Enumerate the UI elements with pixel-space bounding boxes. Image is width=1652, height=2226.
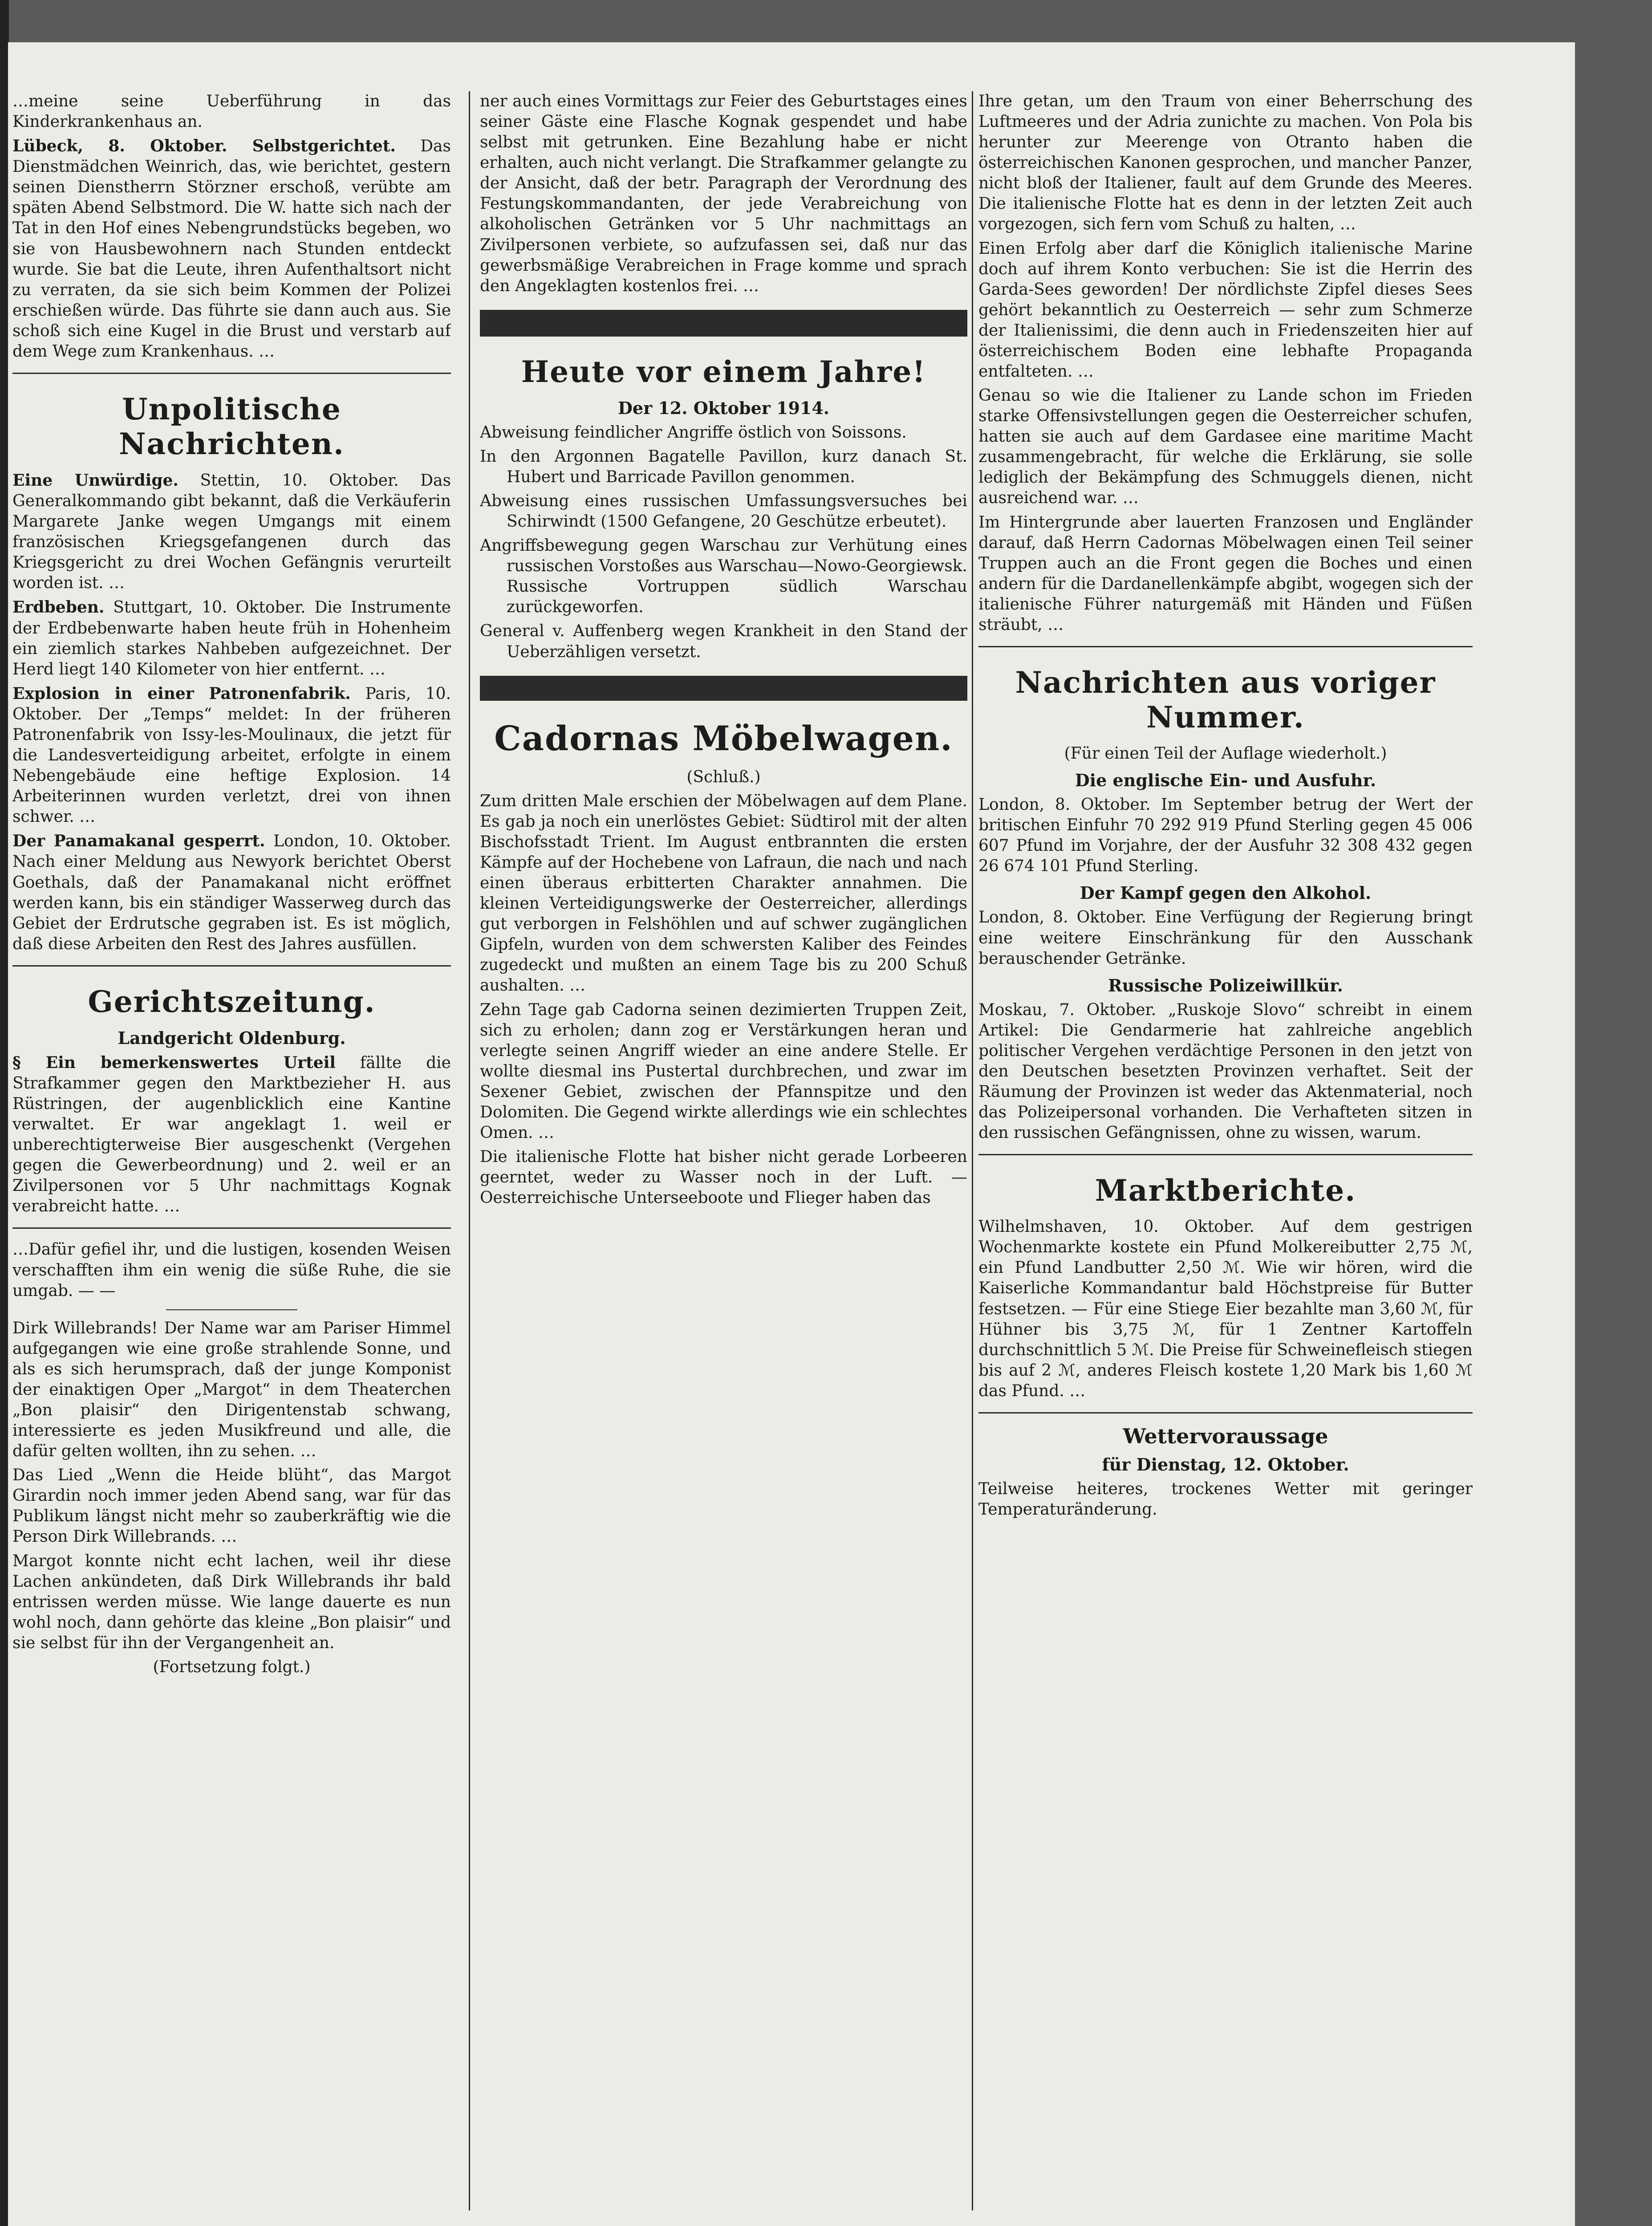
page-edge-shadow: [0, 0, 9, 2226]
cadorna-paragraph: Genau so wie die Italiener zu Lande schon im Frieden starke Offensivstellungen gegen die Oesterreicher schufen, hatten sie auch auf dem Gardasee eine maritime Macht zusammengebracht, für welche die Erklärung, sie solle lediglich der Bekämpfung des Schmuggels dienen, nicht ausreichend war. …: [978, 386, 1473, 508]
heute-item: Abweisung feindlicher Angriffe östlich von Soissons.: [480, 423, 907, 442]
cadorna-paragraph: Zehn Tage gab Cadorna seinen dezimierten Truppen Zeit, sich zu erholen; dann zog er Verstärkungen heran und verlegte seinen Angriff wieder an eine andere Stelle. Er wollte diesmal ins Pustertal durchbrechen, und zwar im Sexener Gebiet, zwischen der Pfannspitze und den Dolomiten. Die Gegend wirkte allerdings wie ein schlechtes Omen. …: [480, 1000, 967, 1142]
article-lead: Explosion in einer Patronenfabrik.: [12, 684, 351, 703]
article-lead: Eine Unwürdige.: [12, 471, 179, 490]
column-rule: [469, 91, 470, 2210]
nachrichten-subtitle: (Für einen Teil der Auflage wiederholt.): [1064, 744, 1387, 763]
newspaper-page: [8, 42, 1575, 2226]
heute-item: In den Argonnen Bagatelle Pavillon, kurz danach St. Hubert und Barricade Pavillon genommen.: [480, 447, 967, 486]
section-rule: [12, 965, 451, 967]
novel-paragraph: …Dafür gefiel ihr, und die lustigen, kosenden Weisen verschafften ihm ein wenig die süße Ruhe, die sie umgab. — —: [12, 1240, 451, 1300]
heute-item: Abweisung eines russischen Umfassungsversuches bei Schirwindt (1500 Gefangene, 20 Geschütze erbeutet).: [480, 492, 967, 531]
novel-paragraph: Das Lied „Wenn die Heide blüht“, das Margot Girardin noch immer jeden Abend sang, war für das Publikum längst nicht mehr so zauberkräftig wie die Person Dirk Willebrands. …: [12, 1466, 451, 1546]
article-text: Stettin, 10. Oktober. Das Generalkommando gibt bekannt, daß die Verkäuferin Margarete Janke wegen Umgangs mit einem französischen Kriegsgefangenen durch das Kriegsgericht zu drei Wochen Gefängnis verurteilt worden ist. …: [12, 471, 451, 593]
article-lead: Der Panamakanal gesperrt.: [12, 832, 265, 851]
black-bar: [480, 676, 967, 701]
heute-date: Der 12. Oktober 1914.: [617, 398, 830, 418]
cadorna-paragraph: Im Hintergrunde aber lauerten Franzosen und Engländer darauf, daß Herrn Cadornas Möbelwagen einen Teil seiner Truppen auch an die Front gegen die Boches und einen andern für die Dardanellenkämpfe abgibt, wogegen sich der italienische Führer naturgemäß mit Händen und Füßen sträubt, …: [978, 513, 1473, 634]
continued-note: (Fortsetzung folgt.): [153, 1657, 311, 1676]
black-bar: [480, 310, 967, 337]
article-einfuhr: London, 8. Oktober. Im September betrug der Wert der britischen Einfuhr 70 292 919 Pfund Sterling gegen 45 006 607 Pfund im Vorjahre, der der Ausfuhr 32 308 432 gegen 26 674 101 Pfund Sterling.: [978, 796, 1473, 876]
cadorna-paragraph: Die italienische Flotte hat bisher nicht gerade Lorbeeren geerntet, weder zu Wasser noch in der Luft. — Oesterreichische Unterseeboote und Flieger haben das: [480, 1148, 967, 1207]
article-erdbeben: [12, 597, 451, 679]
article-wetter: Teilweise heiteres, trockenes Wetter mit geringer Temperaturänderung.: [978, 1479, 1473, 1519]
cadorna-paragraph: Einen Erfolg aber darf die Königlich italienische Marine doch auf ihrem Konto verbuchen: Sie ist die Herrin des Garda-Sees geworden! Der nördlichste Zipfel dieses Sees gehört bekanntlich zu Oesterreich — sehr zum Schmerze der Italienissimi, die denn auch in Friedenszeiten hier auf österreichischem Boden eine lebhafte Propaganda entfalteten. …: [978, 239, 1473, 381]
article-markt: Wilhelmshaven, 10. Oktober. Auf dem gestrigen Wochenmarkte kostete ein Pfund Molkereibutter 2,75 ℳ, ein Pfund Landbutter 2,50 ℳ. Wie wir hören, wird die Kaiserliche Kommandantur bald Höchstpreise für Butter festsetzen. — Für eine Stiege Eier bezahlte man 3,60 ℳ, für Hühner bis 3,75 ℳ, für 1 Zentner Kartoffeln durchschnittlich 5 ℳ. Die Preise für Schweinefleisch stiegen bis auf 2 ℳ, anderes Fleisch kostete 1,20 Mark bis 1,60 ℳ das Pfund. …: [978, 1218, 1473, 1400]
column-rule: [972, 91, 973, 2210]
article-urteil: [12, 1052, 451, 1217]
article-panama: [12, 831, 451, 954]
article-text: fällte die Strafkammer gegen den Marktbezieher H. aus Rüstringen, der augenblicklich eine Kantine verwaltet. Er war angeklagt 1. weil er unberechtigterweise Bier ausgeschenkt (Vergehen gegen die Gewerbeordnung) und 2. weil er an Zivilpersonen vor 5 Uhr nachmittags Kognak verabreicht hatte. …: [12, 1053, 451, 1216]
heute-item: General v. Auffenberg wegen Krankheit in den Stand der Ueberzähligen versetzt.: [480, 622, 967, 661]
cadorna-subtitle: (Schluß.): [686, 768, 761, 786]
article-polizei: Moskau, 7. Oktober. „Ruskoje Slovo“ schreibt in einem Artikel: Die Gendarmerie hat zahlreiche angeblich politischer Vergehen verdächtige Personen in den jetzt von den Deutschen besetzten Provinzen verhaftet. Seit der Räumung der Provinzen ist weder das Aktenmaterial, noch das Polizeipersonal vorhanden. Die Verhafteten sitzen in den russischen Gefängnissen, ohne zu wissen, warum.: [978, 1000, 1473, 1142]
subheading-alkohol: Der Kampf gegen den Alkohol.: [1080, 883, 1372, 903]
article-text: Paris, 10. Oktober. Der „Temps“ meldet: In der früheren Patronenfabrik von Issy-les-Moulinaux, die jetzt für die Landesverteidigung arbeitet, erfolgte in einem Nebengebäude eine heftige Explosion. 14 Arbeiterinnen wurden verletzt, drei von ihnen schwer. …: [12, 684, 451, 826]
heading-marktberichte: Marktberichte.: [1095, 1173, 1356, 1208]
article-explosion: [12, 683, 451, 828]
subheading-polizei: Russische Polizeiwillkür.: [1108, 975, 1343, 995]
heading-wettervoraussage: Wettervoraussage: [1123, 1424, 1328, 1448]
article-alkohol: London, 8. Oktober. Eine Verfügung der Regierung bringt eine weitere Einschränkung für den Ausschank berauschender Getränke.: [978, 908, 1473, 968]
article-lead: § Ein bemerkenswertes Urteil: [12, 1053, 336, 1072]
short-divider: [166, 1309, 298, 1310]
article-text: London, 10. Oktober. Nach einer Meldung aus Newyork berichtet Oberst Goethals, daß der Panamakanal nicht eröffnet werden kann, bis ein ständiger Wasserweg durch das Gebiet der Erdrutsche gegraben ist. Es ist möglich, daß diese Arbeiten den Rest des Jahres ausfüllen.: [12, 832, 451, 953]
heading-cadornas-moebelwagen: Cadornas Möbelwagen.: [494, 718, 953, 758]
intro-fragment: …meine seine Ueberführung in das Kinderkrankenhaus an.: [12, 92, 451, 131]
subheading-landgericht: Landgericht Oldenburg.: [118, 1028, 346, 1048]
novel-paragraph: Dirk Willebrands! Der Name war am Pariser Himmel aufgegangen wie eine große strahlende Sonne, und als es sich herumsprach, daß der junge Komponist der einaktigen Oper „Margot“ in dem Theaterchen „Bon plaisir“ den Dirigentenstab schwang, interessierte es jeden Musikfreund und alle, die dafür gelten wollten, ihn zu sehen. …: [12, 1319, 451, 1461]
heading-nachrichten-voriger-nummer: Nachrichten aus voriger Nummer.: [1015, 665, 1436, 735]
section-rule: [978, 1412, 1473, 1414]
subheading-einfuhr: Die englische Ein- und Ausfuhr.: [1075, 770, 1376, 791]
heading-gerichtszeitung: Gerichtszeitung.: [88, 984, 376, 1019]
section-rule: [12, 1227, 451, 1229]
novel-paragraph: Margot konnte nicht echt lachen, weil ihr diese Lachen ankündeten, daß Dirk Willebrands ihr bald entrissen werden müsse. Wie lange dauerte es nun wohl noch, dann gehörte das kleine „Bon plaisir“ und sie selbst für ihn der Vergangenheit an.: [12, 1552, 451, 1652]
article-lead: Erdbeben.: [12, 598, 105, 617]
section-rule: [978, 646, 1473, 647]
article-text: Das Dienstmädchen Weinrich, das, wie berichtet, gestern seinen Dienstherrn Störzner erschoß, verübte am späten Abend Selbstmord. Die W. hatte sich nach der Tat in den Hof eines Nebengrundstücks begeben, wo sie von Hausbewohnern nach Stunden entdeckt wurde. Sie bat die Leute, ihren Aufenthaltsort nicht zu verraten, da sie sich beim Kommen der Polizei erschießen würde. Das führte sie dann auch aus. Sie schoß sich eine Kugel in die Brust und verstarb auf dem Wege zum Krankenhaus. …: [12, 137, 451, 361]
wetter-date: für Dienstag, 12. Oktober.: [1102, 1454, 1349, 1475]
heading-heute-vor-einem-jahre: Heute vor einem Jahre!: [521, 354, 926, 389]
heute-item: Angriffsbewegung gegen Warschau zur Verhütung eines russischen Vorstoßes aus Warschau—Nowo-Georgiewsk. Russische Vortruppen südlich Warschau zurückgeworfen.: [480, 536, 967, 617]
heading-unpolitische: Unpolitische Nachrichten.: [119, 392, 345, 462]
section-rule: [12, 373, 451, 374]
column-left: [12, 91, 451, 2219]
article-stettin: [12, 470, 451, 593]
heute-list: [480, 422, 967, 662]
column-middle: [480, 91, 967, 2219]
article-lead: Lübeck, 8. Oktober. Selbstgerichtet.: [12, 137, 396, 156]
cadorna-paragraph: Ihre getan, um den Traum von einer Beherrschung des Luftmeeres und der Adria zunichte zu machen. Von Pola bis herunter zur Meerenge von Otranto haben die österreichischen Kanonen gesprochen, und mancher Panzer, nicht bloß der Italiener, fault auf dem Grunde des Meeres. Die italienische Flotte hat es denn in der letzten Zeit auch vorgezogen, sich fern vom Schuß zu halten, …: [978, 92, 1473, 234]
section-rule: [978, 1154, 1473, 1155]
article-luebeck: [12, 136, 451, 362]
article-text: Stuttgart, 10. Oktober. Die Instrumente der Erdbebenwarte haben heute früh in Hohenheim ein ziemlich starkes Nahbeben aufgezeichnet. Der Herd liegt 140 Kilometer von hier entfernt. …: [12, 598, 451, 678]
cadorna-paragraph: Zum dritten Male erschien der Möbelwagen auf dem Plane. Es gab ja noch ein unerlöstes Gebiet: Südtirol mit der alten Bischofsstadt Trient. Im August entbrannten die ersten Kämpfe auf der Hochebene von Lafraun, die nach und nach einen überaus erbitterten Charakter annahmen. Die kleinen Verteidigungswerke der Oesterreicher, allerdings gut verborgen in Felshöhlen und auf schwer zugänglichen Gipfeln, wurden von dem schwersten Kaliber des Feindes zugedeckt und mußten an einem Tage bis zu 200 Schuß aushalten. …: [480, 792, 967, 995]
article-continuation: ner auch eines Vormittags zur Feier des Geburtstages eines seiner Gäste eine Flasche Kognak gespendet und habe selbst mit getrunken. Eine Bezahlung habe er nicht erhalten, auch nicht verlangt. Die Strafkammer gelangte zu der Ansicht, daß der betr. Paragraph der Verordnung des Festungskommandanten, der jede Verabreichung von alkoholischen Getränken vor 5 Uhr nachmittags an Zivilpersonen verbiete, so aufzufassen sei, daß nur das gewerbsmäßige Verabreichen in Frage komme und sprach den Angeklagten kostenlos frei. …: [480, 92, 967, 295]
column-right: [978, 91, 1473, 2219]
